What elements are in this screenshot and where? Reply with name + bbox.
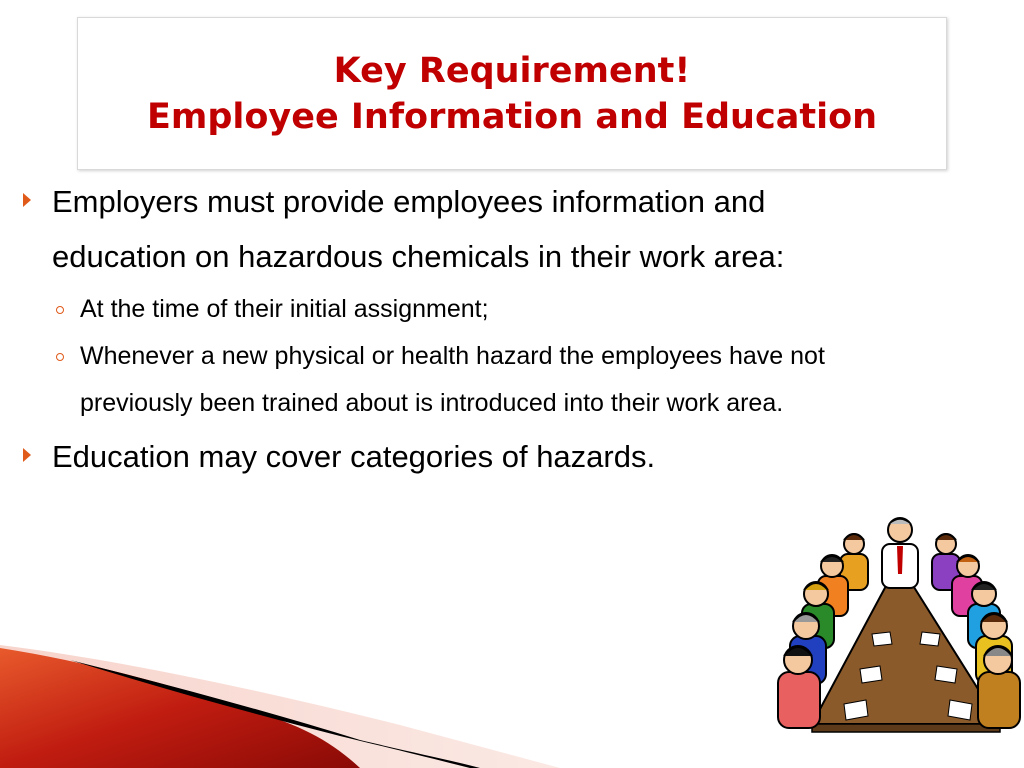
sub-bullet-list xyxy=(20,286,880,427)
triangle-bullet-icon xyxy=(23,193,31,207)
sub-bullet-text: At the time of their initial assignment; xyxy=(80,295,489,323)
bullet-item xyxy=(20,174,880,284)
slide-title-line2: Employee Information and Education xyxy=(146,96,878,137)
triangle-bullet-icon xyxy=(23,448,31,462)
title-box xyxy=(77,17,947,170)
sub-bullet-item xyxy=(20,286,880,333)
circle-bullet-icon xyxy=(56,306,64,314)
bullet-text: Education may cover categories of hazards. xyxy=(52,439,656,474)
sub-bullet-text: Whenever a new physical or health hazard the employees have not previously been trained about is introduced into their work area. xyxy=(80,342,825,417)
bullet-item xyxy=(20,429,880,484)
slide-content xyxy=(20,174,880,484)
bullet-text: Employers must provide employees information and education on hazardous chemicals in their work area: xyxy=(52,184,785,274)
sub-bullet-item xyxy=(20,333,880,427)
slide-title-line1: Key Requirement! xyxy=(333,50,691,91)
circle-bullet-icon xyxy=(56,353,64,361)
meeting-table-clipart xyxy=(772,514,1024,736)
